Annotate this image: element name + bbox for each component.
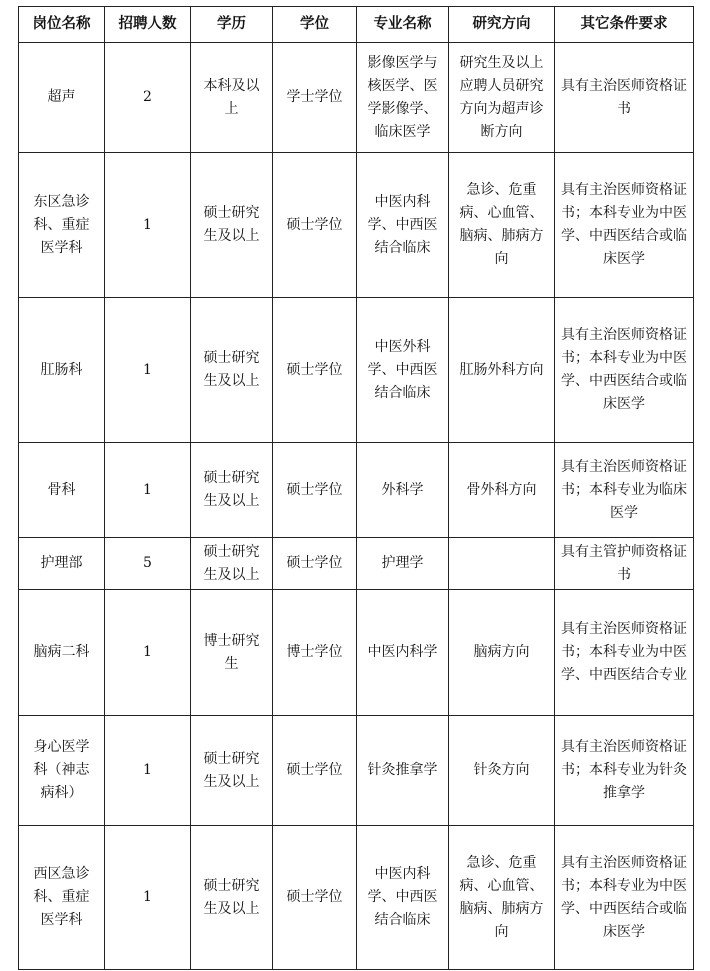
cell-major: 中医内科学 (357, 590, 449, 716)
header-count: 招聘人数 (105, 7, 191, 43)
cell-requirements: 具有主治医师资格证书；本科专业为针灸推拿学 (555, 716, 694, 826)
cell-research: 骨外科方向 (449, 443, 555, 538)
cell-count: 1 (105, 153, 191, 298)
cell-requirements: 具有主治医师资格证书；本科专业为中医学、中西医结合或临床医学 (555, 826, 694, 970)
cell-position: 西区急诊科、重症医学科 (19, 826, 105, 970)
cell-major: 影像医学与核医学、医学影像学、临床医学 (357, 43, 449, 153)
cell-requirements: 具有主治医师资格证书；本科专业为中医学、中西医结合或临床医学 (555, 153, 694, 298)
cell-position: 超声 (19, 43, 105, 153)
cell-count: 1 (105, 298, 191, 443)
cell-requirements: 具有主管护师资格证书 (555, 538, 694, 590)
cell-major: 中医内科学、中西医结合临床 (357, 826, 449, 970)
cell-research: 急诊、危重病、心血管、脑病、肺病方向 (449, 826, 555, 970)
cell-degree: 硕士学位 (273, 538, 357, 590)
cell-education: 硕士研究生及以上 (191, 443, 273, 538)
cell-degree: 硕士学位 (273, 826, 357, 970)
cell-research: 针灸方向 (449, 716, 555, 826)
header-major: 专业名称 (357, 7, 449, 43)
cell-education: 硕士研究生及以上 (191, 153, 273, 298)
cell-education: 本科及以上 (191, 43, 273, 153)
cell-degree: 博士学位 (273, 590, 357, 716)
cell-position: 护理部 (19, 538, 105, 590)
cell-education: 硕士研究生及以上 (191, 538, 273, 590)
cell-degree: 硕士学位 (273, 443, 357, 538)
cell-research: 急诊、危重病、心血管、脑病、肺病方向 (449, 153, 555, 298)
cell-count: 1 (105, 826, 191, 970)
cell-research: 研究生及以上应聘人员研究方向为超声诊断方向 (449, 43, 555, 153)
cell-major: 外科学 (357, 443, 449, 538)
cell-major: 中医外科学、中西医结合临床 (357, 298, 449, 443)
cell-count: 1 (105, 716, 191, 826)
cell-degree: 硕士学位 (273, 298, 357, 443)
table-row (19, 716, 694, 826)
table-row (19, 538, 694, 590)
table-row (19, 153, 694, 298)
cell-degree: 学士学位 (273, 43, 357, 153)
cell-major: 中医内科学、中西医结合临床 (357, 153, 449, 298)
header-row (19, 7, 694, 43)
cell-position: 东区急诊科、重症医学科 (19, 153, 105, 298)
header-position: 岗位名称 (19, 7, 105, 43)
cell-count: 2 (105, 43, 191, 153)
header-degree: 学位 (273, 7, 357, 43)
cell-count: 5 (105, 538, 191, 590)
cell-count: 1 (105, 443, 191, 538)
cell-research: 肛肠外科方向 (449, 298, 555, 443)
cell-degree: 硕士学位 (273, 716, 357, 826)
cell-position: 肛肠科 (19, 298, 105, 443)
cell-position: 身心医学科（神志病科） (19, 716, 105, 826)
cell-position: 骨科 (19, 443, 105, 538)
table-row (19, 43, 694, 153)
cell-requirements: 具有主治医师资格证书；本科专业为中医学、中西医结合专业 (555, 590, 694, 716)
cell-position: 脑病二科 (19, 590, 105, 716)
cell-education: 硕士研究生及以上 (191, 826, 273, 970)
cell-research (449, 538, 555, 590)
cell-education: 博士研究生 (191, 590, 273, 716)
cell-degree: 硕士学位 (273, 153, 357, 298)
table-row (19, 590, 694, 716)
header-research: 研究方向 (449, 7, 555, 43)
cell-requirements: 具有主治医师资格证书；本科专业为临床医学 (555, 443, 694, 538)
cell-count: 1 (105, 590, 191, 716)
recruitment-table (18, 6, 694, 970)
cell-research: 脑病方向 (449, 590, 555, 716)
cell-requirements: 具有主治医师资格证书 (555, 43, 694, 153)
table-row (19, 443, 694, 538)
table-row (19, 298, 694, 443)
cell-major: 护理学 (357, 538, 449, 590)
cell-major: 针灸推拿学 (357, 716, 449, 826)
cell-education: 硕士研究生及以上 (191, 298, 273, 443)
table-row (19, 826, 694, 970)
header-education: 学历 (191, 7, 273, 43)
cell-requirements: 具有主治医师资格证书；本科专业为中医学、中西医结合或临床医学 (555, 298, 694, 443)
cell-education: 硕士研究生及以上 (191, 716, 273, 826)
header-requirements: 其它条件要求 (555, 7, 694, 43)
